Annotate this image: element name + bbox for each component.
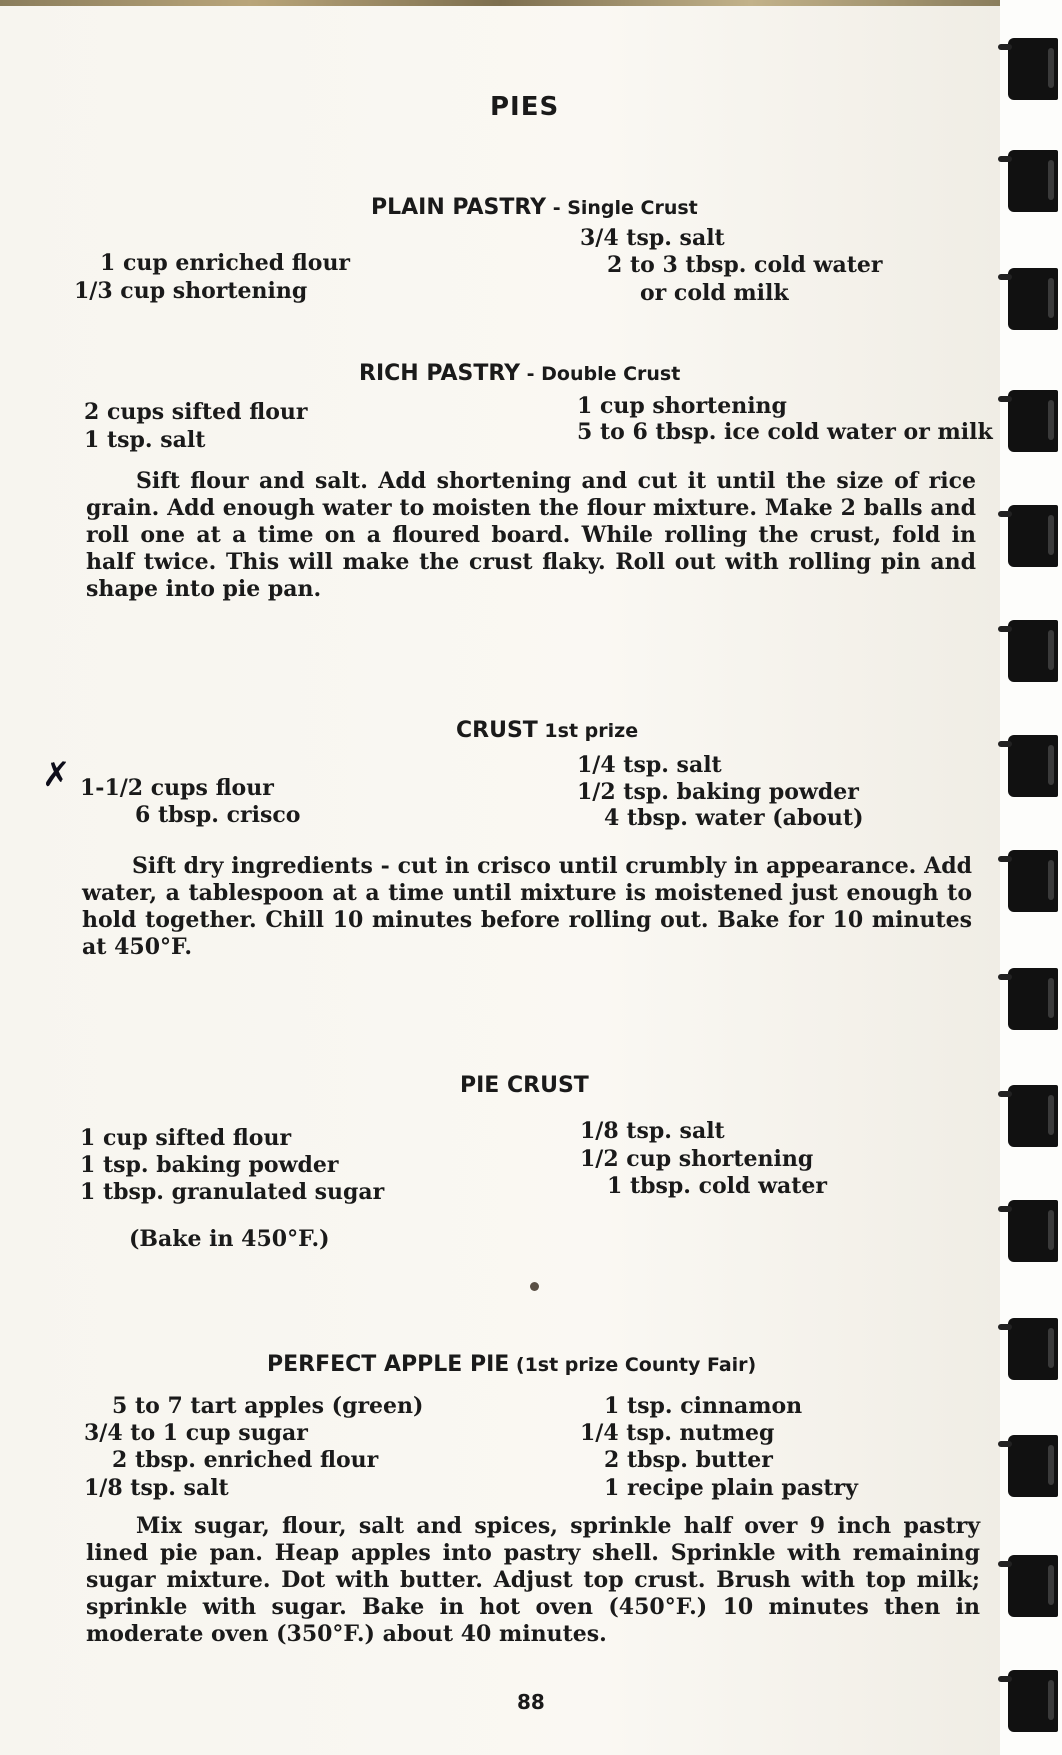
ingredient-line: 1/8 tsp. salt [84,1475,229,1501]
ingredient-line: 3/4 tsp. salt [580,225,725,251]
recipe-directions: Sift dry ingredients - cut in crisco until crumbly in appearance. Add water, a tablespoon at a time until mixture is moistened just enough to hold together. Chill 10 minutes before rolling out. Bake for 10 minutes at 450°F. [82,853,972,960]
recipe-name: PIE CRUST [460,1073,589,1098]
recipe-subtitle: (1st prize County Fair) [509,1354,757,1376]
ingredient-line: 2 cups sifted flour [84,399,308,425]
ingredient-line: 3/4 to 1 cup sugar [84,1420,308,1446]
ingredient-line: 1 cup shortening [577,393,787,419]
binding-ring [1008,390,1058,452]
page-top-edge [0,0,1000,6]
ingredient-line: 1/8 tsp. salt [580,1118,725,1144]
recipe-subtitle: - Single Crust [546,197,698,219]
ingredient-line: 1 tbsp. cold water [607,1173,828,1199]
ingredient-line: 5 to 7 tart apples (green) [112,1393,424,1419]
ingredient-line: 1/2 tsp. baking powder [577,779,859,805]
recipe-directions: Mix sugar, flour, salt and spices, sprinkle half over 9 inch pastry lined pie pan. Heap apples into pastry shell. Sprinkle with remaining sugar mixture. Dot with butter. Adjust top crust. Brush with top milk; sprinkle with sugar. Bake in hot oven (450°F.) 10 minutes then in moderate oven (350°F.) about 40 minutes. [86,1513,980,1647]
ingredient-line: 6 tbsp. crisco [135,802,301,828]
ingredient-line: 1/2 cup shortening [580,1146,814,1172]
recipe-name: PERFECT APPLE PIE [267,1352,510,1377]
recipe-name: CRUST [456,718,538,743]
ingredient-line: or cold milk [640,280,789,306]
recipe-title-perfect-apple-pie [267,1352,756,1377]
ingredient-line: 1 cup sifted flour [80,1125,292,1151]
page-title: PIES [490,92,560,122]
ingredient-line: 2 tbsp. butter [604,1447,773,1473]
ingredient-line: 4 tbsp. water (about) [604,805,864,831]
binding-ring [1008,968,1058,1030]
recipe-title-crust [456,718,638,743]
ingredient-line: 1-1/2 cups flour [80,775,274,801]
ingredient-line: 1 tbsp. granulated sugar [80,1179,385,1205]
ingredient-line: 1/4 tsp. nutmeg [580,1420,775,1446]
recipe-name: PLAIN PASTRY [371,195,547,220]
ingredient-line: 1 recipe plain pastry [604,1475,858,1501]
page-stain-dot [530,1282,539,1291]
binding-ring [1008,1318,1058,1380]
ingredient-line: 1/4 tsp. salt [577,752,722,778]
binding-ring [1008,1200,1058,1262]
recipe-name: RICH PASTRY [359,361,520,386]
binding-ring [1008,1670,1058,1732]
baking-note: (Bake in 450°F.) [129,1226,330,1252]
binding-ring [1008,38,1058,100]
binding-ring [1008,268,1058,330]
recipe-directions: Sift flour and salt. Add shortening and cut it until the size of rice grain. Add enough water to moisten the flour mixture. Make 2 balls and roll one at a time on a floured board. While rolling the crust, fold in half twice. This will make the crust flaky. Roll out with rolling pin and shape into pie pan. [86,468,976,602]
recipe-subtitle: 1st prize [537,720,639,742]
page-number: 88 [517,1690,545,1714]
recipe-title-rich-pastry [359,361,680,386]
ingredient-line: 1 tsp. salt [84,427,206,453]
binding-ring [1008,1435,1058,1497]
binding-ring [1008,505,1058,567]
handwritten-x-mark: ✗ [42,755,71,795]
recipe-title-plain-pastry [371,195,698,220]
ingredient-line: 5 to 6 tbsp. ice cold water or milk [577,419,993,445]
ingredient-line: 1 tsp. baking powder [80,1152,339,1178]
recipe-title-pie-crust [460,1073,589,1098]
ingredient-line: 2 to 3 tbsp. cold water [607,252,883,278]
ingredient-line: 1 tsp. cinnamon [604,1393,803,1419]
recipe-subtitle: - Double Crust [520,363,681,385]
binding-ring [1008,850,1058,912]
binding-ring [1008,735,1058,797]
binding-ring [1008,150,1058,212]
ingredient-line: 1 cup enriched flour [100,250,351,276]
binding-ring [1008,620,1058,682]
ingredient-line: 1/3 cup shortening [74,278,308,304]
binding-ring [1008,1085,1058,1147]
ingredient-line: 2 tbsp. enriched flour [112,1447,379,1473]
binding-ring [1008,1555,1058,1617]
